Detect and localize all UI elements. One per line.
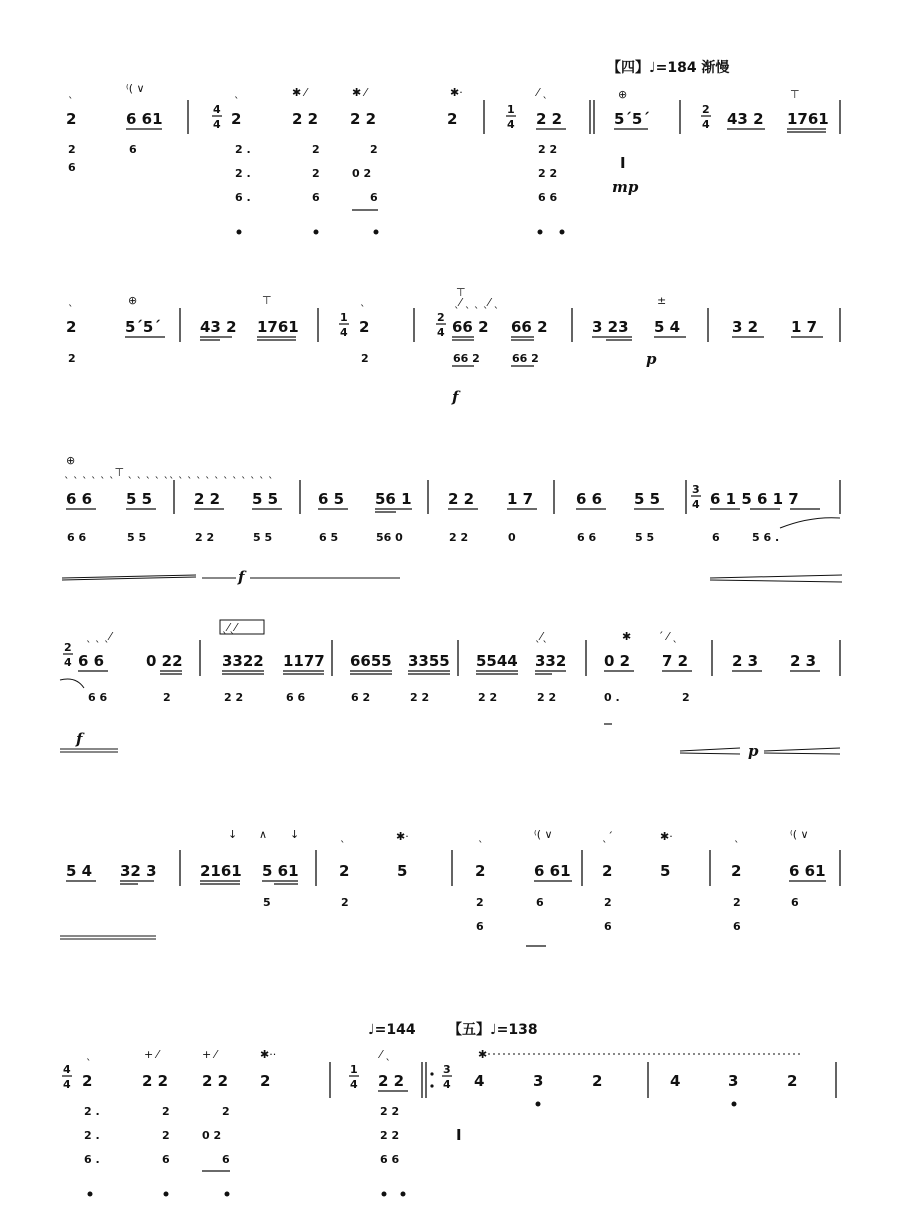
note: 5: [397, 862, 408, 880]
note: 6 6: [66, 490, 93, 508]
lower-note: 6: [312, 191, 320, 204]
dot: [225, 1192, 230, 1197]
note: 6 6: [576, 490, 603, 508]
time-signature-denominator: 4: [692, 498, 700, 511]
ornament-mark: ˎ⁄ˎ⁄: [222, 621, 237, 634]
note: 6 5: [318, 490, 345, 508]
note: 43 2: [727, 110, 764, 128]
lower-note: 2 2: [449, 531, 469, 544]
dot: [164, 1192, 169, 1197]
note: 5: [660, 862, 671, 880]
time-signature-denominator: 4: [63, 1078, 71, 1091]
ornament-mark: ⁽( ∨: [534, 828, 553, 841]
note: 5544: [476, 652, 518, 670]
lower-note: 5 5: [253, 531, 273, 544]
dot: [88, 1192, 93, 1197]
lower-note: 6 5: [319, 531, 339, 544]
lower-note: 0 .: [604, 691, 620, 704]
lower-note: 6 6: [67, 531, 87, 544]
note: 2 2: [350, 110, 377, 128]
note: 3355: [408, 652, 450, 670]
dynamic-mark: f: [238, 568, 245, 586]
lower-note: 0 2: [352, 167, 372, 180]
dot: [374, 230, 379, 235]
lower-note: 2: [162, 1129, 170, 1142]
note: 2: [475, 862, 486, 880]
note: 2: [731, 862, 742, 880]
lower-note: 0 2: [202, 1129, 222, 1142]
ornament-mark: ✱·: [396, 830, 409, 843]
ornament-mark: ˊ ⁄ ˎ: [658, 630, 678, 643]
lower-note: 2: [312, 143, 320, 156]
ornament-mark: ✱·: [660, 830, 673, 843]
dynamic-mark: f: [452, 388, 459, 406]
note: 2: [602, 862, 613, 880]
dot: [401, 1192, 406, 1197]
slur: [780, 518, 840, 528]
time-signature-denominator: 4: [507, 118, 515, 131]
ornament-mark: ⁽( ∨: [126, 82, 145, 95]
slur: [60, 679, 84, 688]
system-3: [62, 454, 842, 586]
lower-note: 2 2: [224, 691, 244, 704]
lower-note: 6 .: [235, 191, 251, 204]
dynamic-mark: f: [76, 730, 83, 748]
ornament-mark: + ⁄: [144, 1048, 159, 1061]
note: 5 4: [66, 862, 93, 880]
lower-note: 2 2: [380, 1129, 400, 1142]
lower-note: 6 6: [577, 531, 597, 544]
ornament-mark: ⊕: [618, 88, 628, 101]
ornament-mark: ˎ: [68, 294, 74, 307]
lower-note: 66 2: [453, 352, 480, 365]
ornament-mark: ⊕: [66, 454, 76, 467]
time-signature-numerator: 2: [64, 641, 72, 654]
note: 2 3: [732, 652, 759, 670]
note: 3322: [222, 652, 264, 670]
time-signature-numerator: 1: [350, 1063, 358, 1076]
time-signature-denominator: 4: [64, 656, 72, 669]
note: 2: [66, 318, 77, 336]
dynamic-mark: I: [620, 154, 626, 172]
note: 2 2: [448, 490, 475, 508]
note: 5 5: [634, 490, 661, 508]
dynamic-mark: p: [646, 350, 657, 368]
lower-note: 2: [162, 1105, 170, 1118]
lower-note: 2 .: [84, 1105, 100, 1118]
system-2: [66, 286, 840, 406]
note: 5ˊ5ˊ: [614, 110, 650, 128]
note: 2: [787, 1072, 798, 1090]
note: 7 2: [662, 652, 689, 670]
ornament-mark: ⁽( ∨: [790, 828, 809, 841]
lower-note: 6 6: [286, 691, 306, 704]
note: 2: [339, 862, 350, 880]
lower-note: 2 2: [538, 143, 558, 156]
note: 6 6: [78, 652, 105, 670]
ornament-mark: ⁄ ˎ: [380, 1048, 391, 1061]
time-signature-numerator: 4: [63, 1063, 71, 1076]
note: 2: [66, 110, 77, 128]
lower-note: 6: [791, 896, 799, 909]
lower-note: 6 6: [88, 691, 108, 704]
lower-note: 2: [68, 143, 76, 156]
dot: [237, 230, 242, 235]
lower-note: 2: [733, 896, 741, 909]
note: 6 61: [789, 862, 826, 880]
tempo-mark: ♩=144: [368, 1022, 416, 1038]
note: 2 2: [536, 110, 563, 128]
note: 0 2: [604, 652, 631, 670]
note: 2 3: [790, 652, 817, 670]
repeat-dot: [430, 1072, 433, 1075]
lower-note: 2 .: [84, 1129, 100, 1142]
dot: [314, 230, 319, 235]
lower-note: 2: [476, 896, 484, 909]
hairpin: [764, 753, 840, 754]
ornament-mark: ✱ ⁄: [292, 86, 307, 99]
note: 2 2: [292, 110, 319, 128]
note: 2 2: [378, 1072, 405, 1090]
note: 2: [359, 318, 370, 336]
lower-note: 56 0: [376, 531, 403, 544]
lower-note: 2: [163, 691, 171, 704]
ornament-mark: ˎ: [234, 86, 240, 99]
time-signature-denominator: 4: [702, 118, 710, 131]
lower-note: 2: [222, 1105, 230, 1118]
note: 2: [447, 110, 458, 128]
note: 6655: [350, 652, 392, 670]
dot: [538, 230, 543, 235]
ornament-mark: ⊤: [456, 286, 466, 299]
ornament-mark: ✱··: [260, 1048, 277, 1061]
note: 1761: [787, 110, 829, 128]
ornament-mark: ⊤: [790, 88, 800, 101]
note: 5 4: [654, 318, 681, 336]
note: 5ˊ5ˊ: [125, 318, 161, 336]
ornament-mark: ⁄ ˎ: [537, 86, 548, 99]
time-signature-denominator: 4: [213, 118, 221, 131]
note: 2: [82, 1072, 93, 1090]
lower-note: 2 2: [380, 1105, 400, 1118]
ornament-mark: ˎ ˎ ˎ⁄: [86, 630, 112, 643]
lower-note: 2: [682, 691, 690, 704]
system-4: [60, 620, 840, 760]
lower-note: 6: [604, 920, 612, 933]
lower-note: 6 .: [84, 1153, 100, 1166]
time-signature-numerator: 1: [507, 103, 515, 116]
note: 3 23: [592, 318, 629, 336]
ornament-mark: ˎ: [340, 830, 346, 843]
lower-note: 5: [263, 896, 271, 909]
lower-note: 2: [341, 896, 349, 909]
lower-note: 2 .: [235, 143, 251, 156]
note: 1 7: [791, 318, 818, 336]
note: 3 2: [732, 318, 759, 336]
time-signature-numerator: 2: [702, 103, 710, 116]
note: 1 7: [507, 490, 534, 508]
note: 0 22: [146, 652, 183, 670]
lower-note: 6: [712, 531, 720, 544]
note: 66 2: [511, 318, 548, 336]
system-1: [66, 59, 840, 235]
note: 5 5: [126, 490, 153, 508]
note: 2: [592, 1072, 603, 1090]
time-signature-denominator: 4: [437, 326, 445, 339]
lower-note: 6: [68, 161, 76, 174]
dynamic-mark: I: [456, 1126, 462, 1144]
note: 56 1: [375, 490, 412, 508]
note: 66 2: [452, 318, 489, 336]
note: 6 61: [126, 110, 163, 128]
ornament-mark: ✱·: [450, 86, 463, 99]
dot: [560, 230, 565, 235]
note: 6 61: [534, 862, 571, 880]
lower-note: 6 6: [538, 191, 558, 204]
lower-note: 6: [129, 143, 137, 156]
ornament-mark: ↓: [228, 828, 238, 841]
lower-note: 2 2: [195, 531, 215, 544]
lower-note: 66 2: [512, 352, 539, 365]
time-signature-numerator: 1: [340, 311, 348, 324]
ornament-mark: ↓: [290, 828, 300, 841]
note: 4: [474, 1072, 485, 1090]
ornament-mark: ˎ: [86, 1048, 92, 1061]
lower-note: 2: [361, 352, 369, 365]
lower-note: 2: [370, 143, 378, 156]
ornament-mark: ˎ⁄ˎ: [535, 630, 548, 643]
dynamic-mark: p: [748, 742, 759, 760]
lower-note: 6: [476, 920, 484, 933]
hairpin: [710, 575, 842, 578]
time-signature-denominator: 4: [443, 1078, 451, 1091]
ornament-mark: ✱: [622, 630, 632, 643]
system-6: [62, 1021, 836, 1197]
ornament-mark: ⊤: [262, 294, 272, 307]
note: 32 3: [120, 862, 157, 880]
dynamic-mark: mp: [612, 178, 639, 196]
ornament-mark: ˎ ˎ ˎ ˎ ˎ ˎ⊤ ˎ ˎ ˎ ˎ ˎˎ ˎ ˎ ˎ ˎ ˎ ˎ ˎ ˎ ˎ ˎ ˎ: [64, 466, 274, 479]
ornament-mark: ±: [657, 294, 667, 307]
note: 43 2: [200, 318, 237, 336]
lower-note: 2 2: [478, 691, 498, 704]
dot: [382, 1192, 387, 1197]
tempo-mark-section-5: 【五】♩=138: [448, 1022, 538, 1038]
ornament-mark: ✱: [478, 1048, 488, 1061]
ornament-mark: ˎ: [478, 830, 484, 843]
lower-note: 6: [370, 191, 378, 204]
ornament-mark: ˎ⁄ ˎ ˎ ˎ⁄ ˎ: [454, 296, 500, 309]
dot: [732, 1102, 737, 1107]
note: 5 5: [252, 490, 279, 508]
lower-note: 2 2: [538, 167, 558, 180]
note: 1761: [257, 318, 299, 336]
lower-note: 2 .: [235, 167, 251, 180]
note: 6 1 5 6 1 7: [710, 490, 799, 508]
ornament-mark: ✱ ⁄: [352, 86, 367, 99]
time-signature-numerator: 4: [213, 103, 221, 116]
note: 5 61: [262, 862, 299, 880]
ornament-mark: ∧: [259, 828, 268, 841]
time-signature-denominator: 4: [340, 326, 348, 339]
ornament-mark: ⊕: [128, 294, 138, 307]
time-signature-numerator: 3: [692, 483, 700, 496]
tempo-mark-section-4: 【四】♩=184 渐慢: [607, 60, 730, 76]
lower-note: 6 6: [380, 1153, 400, 1166]
ornament-mark: ˎ: [360, 294, 366, 307]
ornament-mark: + ⁄: [202, 1048, 217, 1061]
lower-note: 5 5: [127, 531, 147, 544]
lower-note: 0: [508, 531, 516, 544]
note: 2: [231, 110, 242, 128]
time-signature-numerator: 3: [443, 1063, 451, 1076]
lower-note: 6: [222, 1153, 230, 1166]
lower-note: 5 5: [635, 531, 655, 544]
note: 2161: [200, 862, 242, 880]
lower-note: 2 2: [537, 691, 557, 704]
lower-note: 6 2: [351, 691, 371, 704]
time-signature-numerator: 2: [437, 311, 445, 324]
note: 2 2: [142, 1072, 169, 1090]
time-signature-denominator: 4: [350, 1078, 358, 1091]
lower-note: 6: [536, 896, 544, 909]
dot: [536, 1102, 541, 1107]
ornament-mark: ˎ: [68, 86, 74, 99]
note: 4: [670, 1072, 681, 1090]
lower-note: 2 2: [410, 691, 430, 704]
lower-note: 6: [162, 1153, 170, 1166]
hairpin: [764, 748, 840, 751]
note: 3: [533, 1072, 544, 1090]
repeat-dot: [430, 1084, 433, 1087]
ornament-mark: ˎ: [734, 830, 740, 843]
hairpin: [710, 580, 842, 582]
note: 1177: [283, 652, 325, 670]
lower-note: 5 6 .: [752, 531, 780, 544]
lower-note: 6: [733, 920, 741, 933]
note: 2 2: [194, 490, 221, 508]
lower-note: 2: [604, 896, 612, 909]
hairpin: [680, 753, 740, 754]
lower-note: 2: [312, 167, 320, 180]
ornament-mark: ˎˊ: [602, 830, 613, 843]
note: 2: [260, 1072, 271, 1090]
note: 332: [535, 652, 567, 670]
system-5: [60, 828, 840, 946]
note: 3: [728, 1072, 739, 1090]
note: 2 2: [202, 1072, 229, 1090]
hairpin: [680, 748, 740, 751]
lower-note: 2: [68, 352, 76, 365]
